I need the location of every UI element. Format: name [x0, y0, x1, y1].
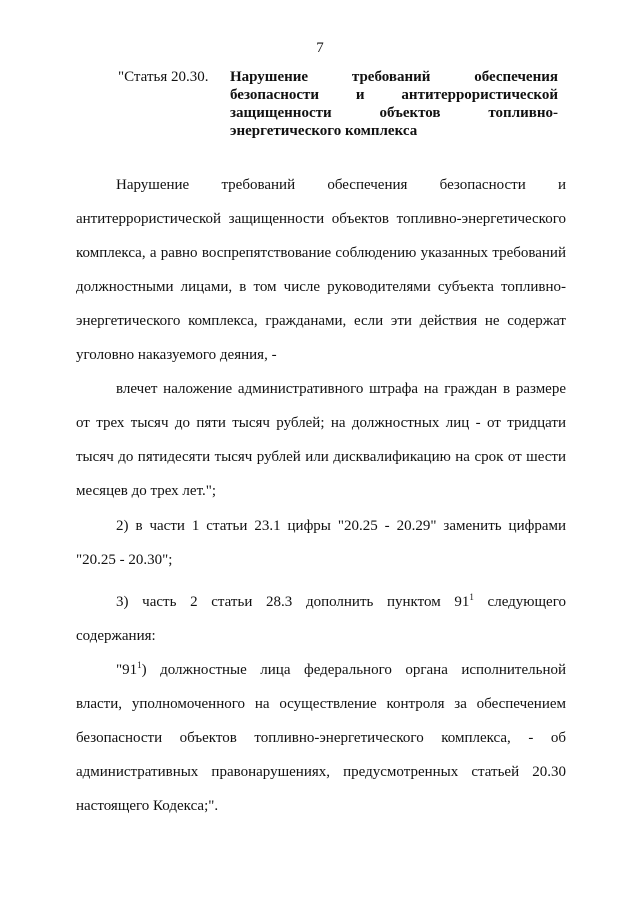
item-91-text: ) должностные лица федерального органа исполнительной власти, уполномоченного на осуществление контроля за обеспечением безопасности объектов топливно-энергетического комплекса, - об административных правонарушениях, предусмотренных статьей 20.30 настоящего Кодекса;".: [76, 662, 566, 814]
paragraph-item-91: [76, 653, 566, 823]
amendment-3-tail: следующего содержания:: [76, 594, 566, 644]
paragraph-amendment-3: [76, 585, 566, 653]
paragraph-amendment-2: 2) в части 1 статьи 23.1 цифры "20.25 - 20.29" заменить цифрами "20.25 - 20.30";: [76, 518, 566, 568]
article-title: Нарушение требований обеспечения безопасности и антитеррористической защищенности объектов топливно-энергетического комплекса: [230, 69, 558, 139]
article-number: "Статья 20.30.: [118, 69, 209, 85]
page-number: 7: [316, 40, 324, 56]
paragraph-violation: Нарушение требований обеспечения безопасности и антитеррористической защищенности объектов топливно-энергетического комплекса, а равно воспрепятствование соблюдению указанных требований должностными лицами, в том числе руководителями субъекта топливно-энергетического комплекса, гражданами, если эти действия не содержат уголовно наказуемого деяния, -: [76, 177, 566, 363]
item-91-number: "91: [116, 662, 138, 678]
paragraph-penalty: влечет наложение административного штрафа на граждан в размере от трех тысяч до пяти тысяч рублей; на должностных лиц - от тридцати тысяч до пятидесяти тысяч рублей или дисквалификацию на срок от шести месяцев до трех лет.";: [76, 381, 566, 499]
amendment-3-superscript: 1: [469, 592, 474, 602]
amendment-3-text: 3) часть 2 статьи 28.3 дополнить пунктом 91: [116, 594, 470, 610]
item-91-superscript: 1: [137, 660, 142, 670]
